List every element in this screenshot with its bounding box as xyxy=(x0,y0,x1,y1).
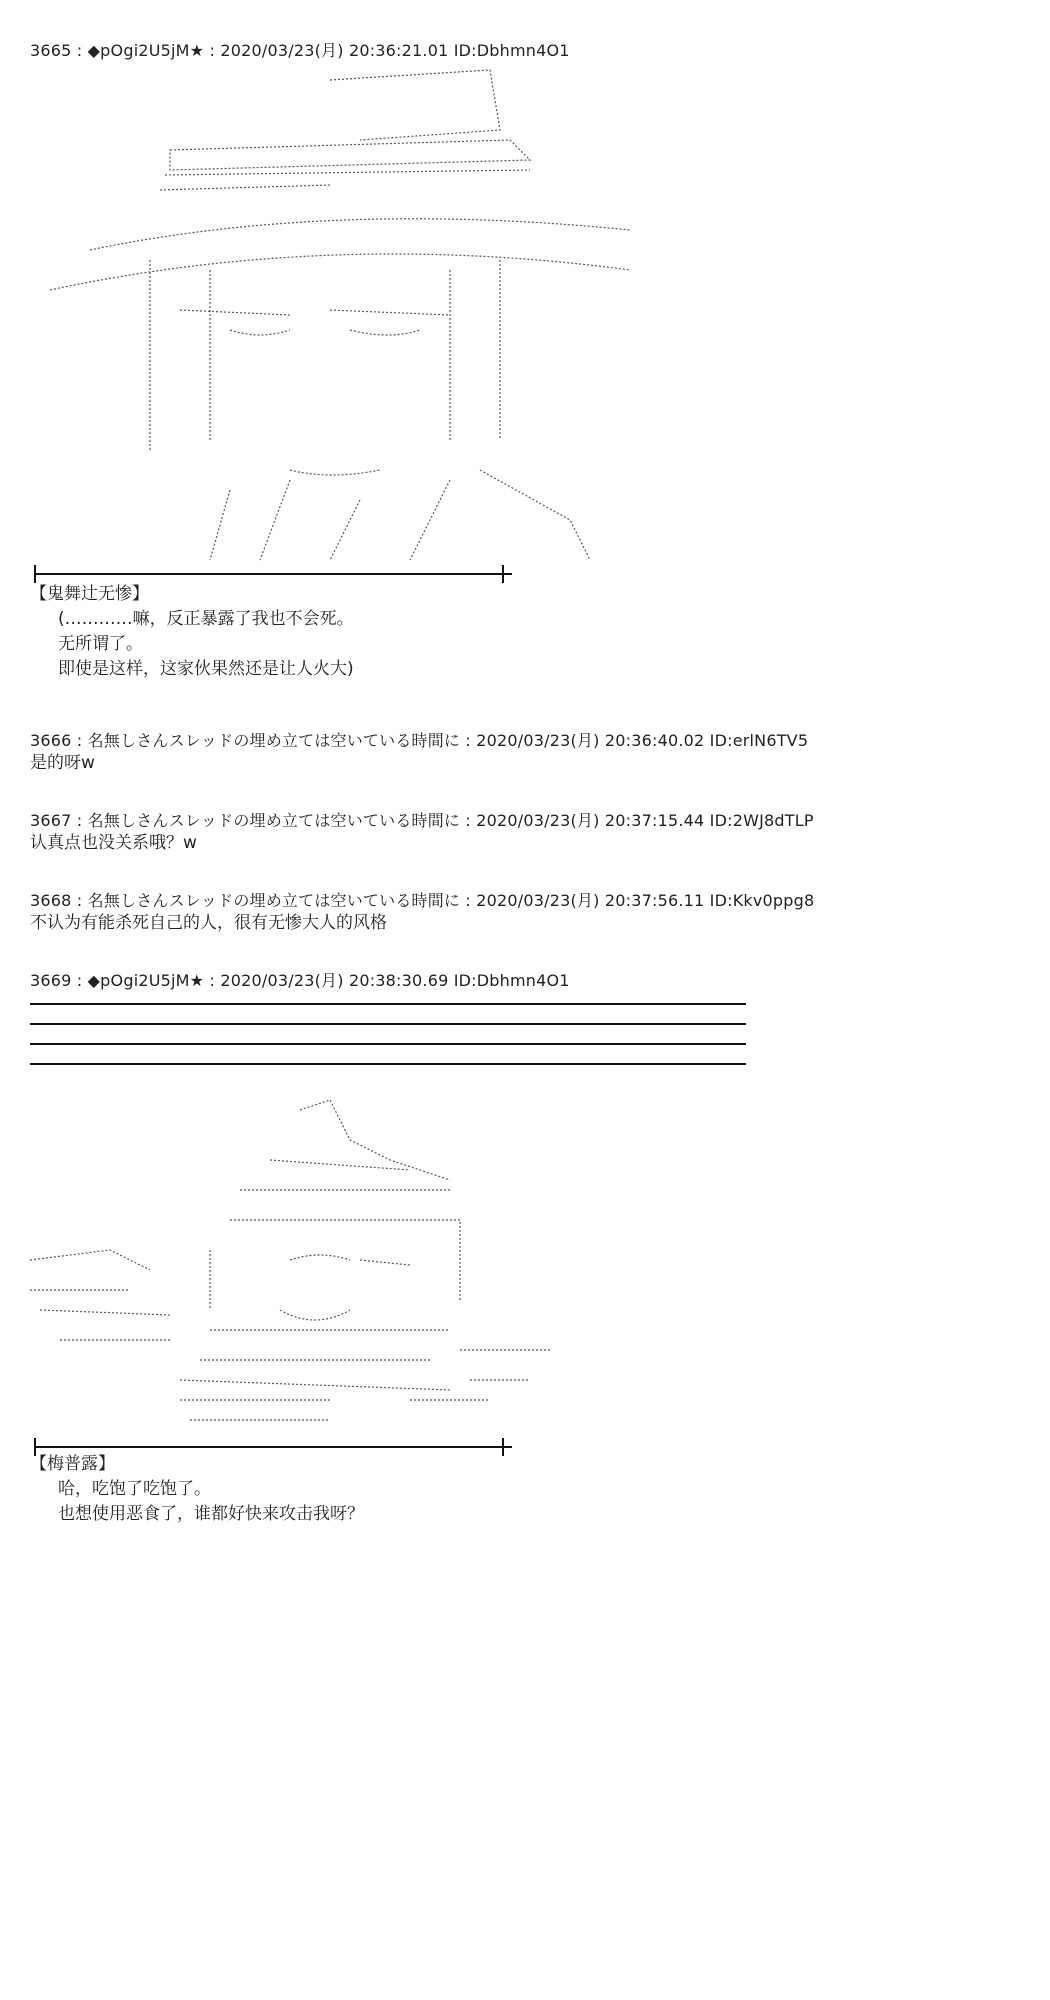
dialogue-line: 哈，吃饱了吃饱了。 xyxy=(58,1479,211,1499)
dialogue-line: 即使是这样，这家伙果然还是让人火大) xyxy=(58,659,354,679)
scene-divider-2 xyxy=(34,1446,512,1448)
dialogue-3669 xyxy=(30,1452,364,1527)
dialogue-line: (…………嘛，反正暴露了我也不会死。 xyxy=(58,609,354,629)
post-header-3666: 3666 : 名無しさんスレッドの埋め立ては空いている時間に : 2020/03/23(月) 20:36:40.02 ID:erlN6TV5 xyxy=(30,731,809,750)
post-header-3669: 3669 : ◆pOgi2U5jM★ : 2020/03/23(月) 20:38:30.69 ID:Dbhmn4O1 xyxy=(30,971,570,990)
ascii-art-muzan xyxy=(30,60,650,580)
rule-line xyxy=(30,1043,746,1045)
scene-divider-2-right xyxy=(502,1438,504,1456)
rule-line xyxy=(30,1023,746,1025)
ascii-art-maple xyxy=(30,1100,550,1430)
post-header-3668: 3668 : 名無しさんスレッドの埋め立ては空いている時間に : 2020/03/23(月) 20:37:56.11 ID:Kkv0ppg8 xyxy=(30,891,815,910)
scene-divider-1-right xyxy=(502,565,504,583)
dialogue-line: 无所谓了。 xyxy=(58,634,143,654)
post-body-3668: 不认为有能杀死自己的人，很有无惨大人的风格 xyxy=(30,913,387,933)
post-body-3667: 认真点也没关系哦？w xyxy=(30,833,197,853)
rule-line xyxy=(30,1063,746,1065)
dialogue-line: 也想使用恶食了，谁都好快来攻击我呀？ xyxy=(58,1504,364,1524)
post-header-3665: 3665 : ◆pOgi2U5jM★ : 2020/03/23(月) 20:36:21.01 ID:Dbhmn4O1 xyxy=(30,41,570,60)
speaker-name: 【梅普露】 xyxy=(30,1454,115,1474)
dialogue-3665 xyxy=(30,582,354,682)
scene-divider-1-left xyxy=(34,565,36,583)
post-body-3666: 是的呀w xyxy=(30,753,95,773)
rule-line xyxy=(30,1003,746,1005)
speaker-name: 【鬼舞辻无惨】 xyxy=(30,584,149,604)
post-header-3667: 3667 : 名無しさんスレッドの埋め立ては空いている時間に : 2020/03/23(月) 20:37:15.44 ID:2WJ8dTLP xyxy=(30,811,814,830)
scene-divider-1 xyxy=(34,573,512,575)
